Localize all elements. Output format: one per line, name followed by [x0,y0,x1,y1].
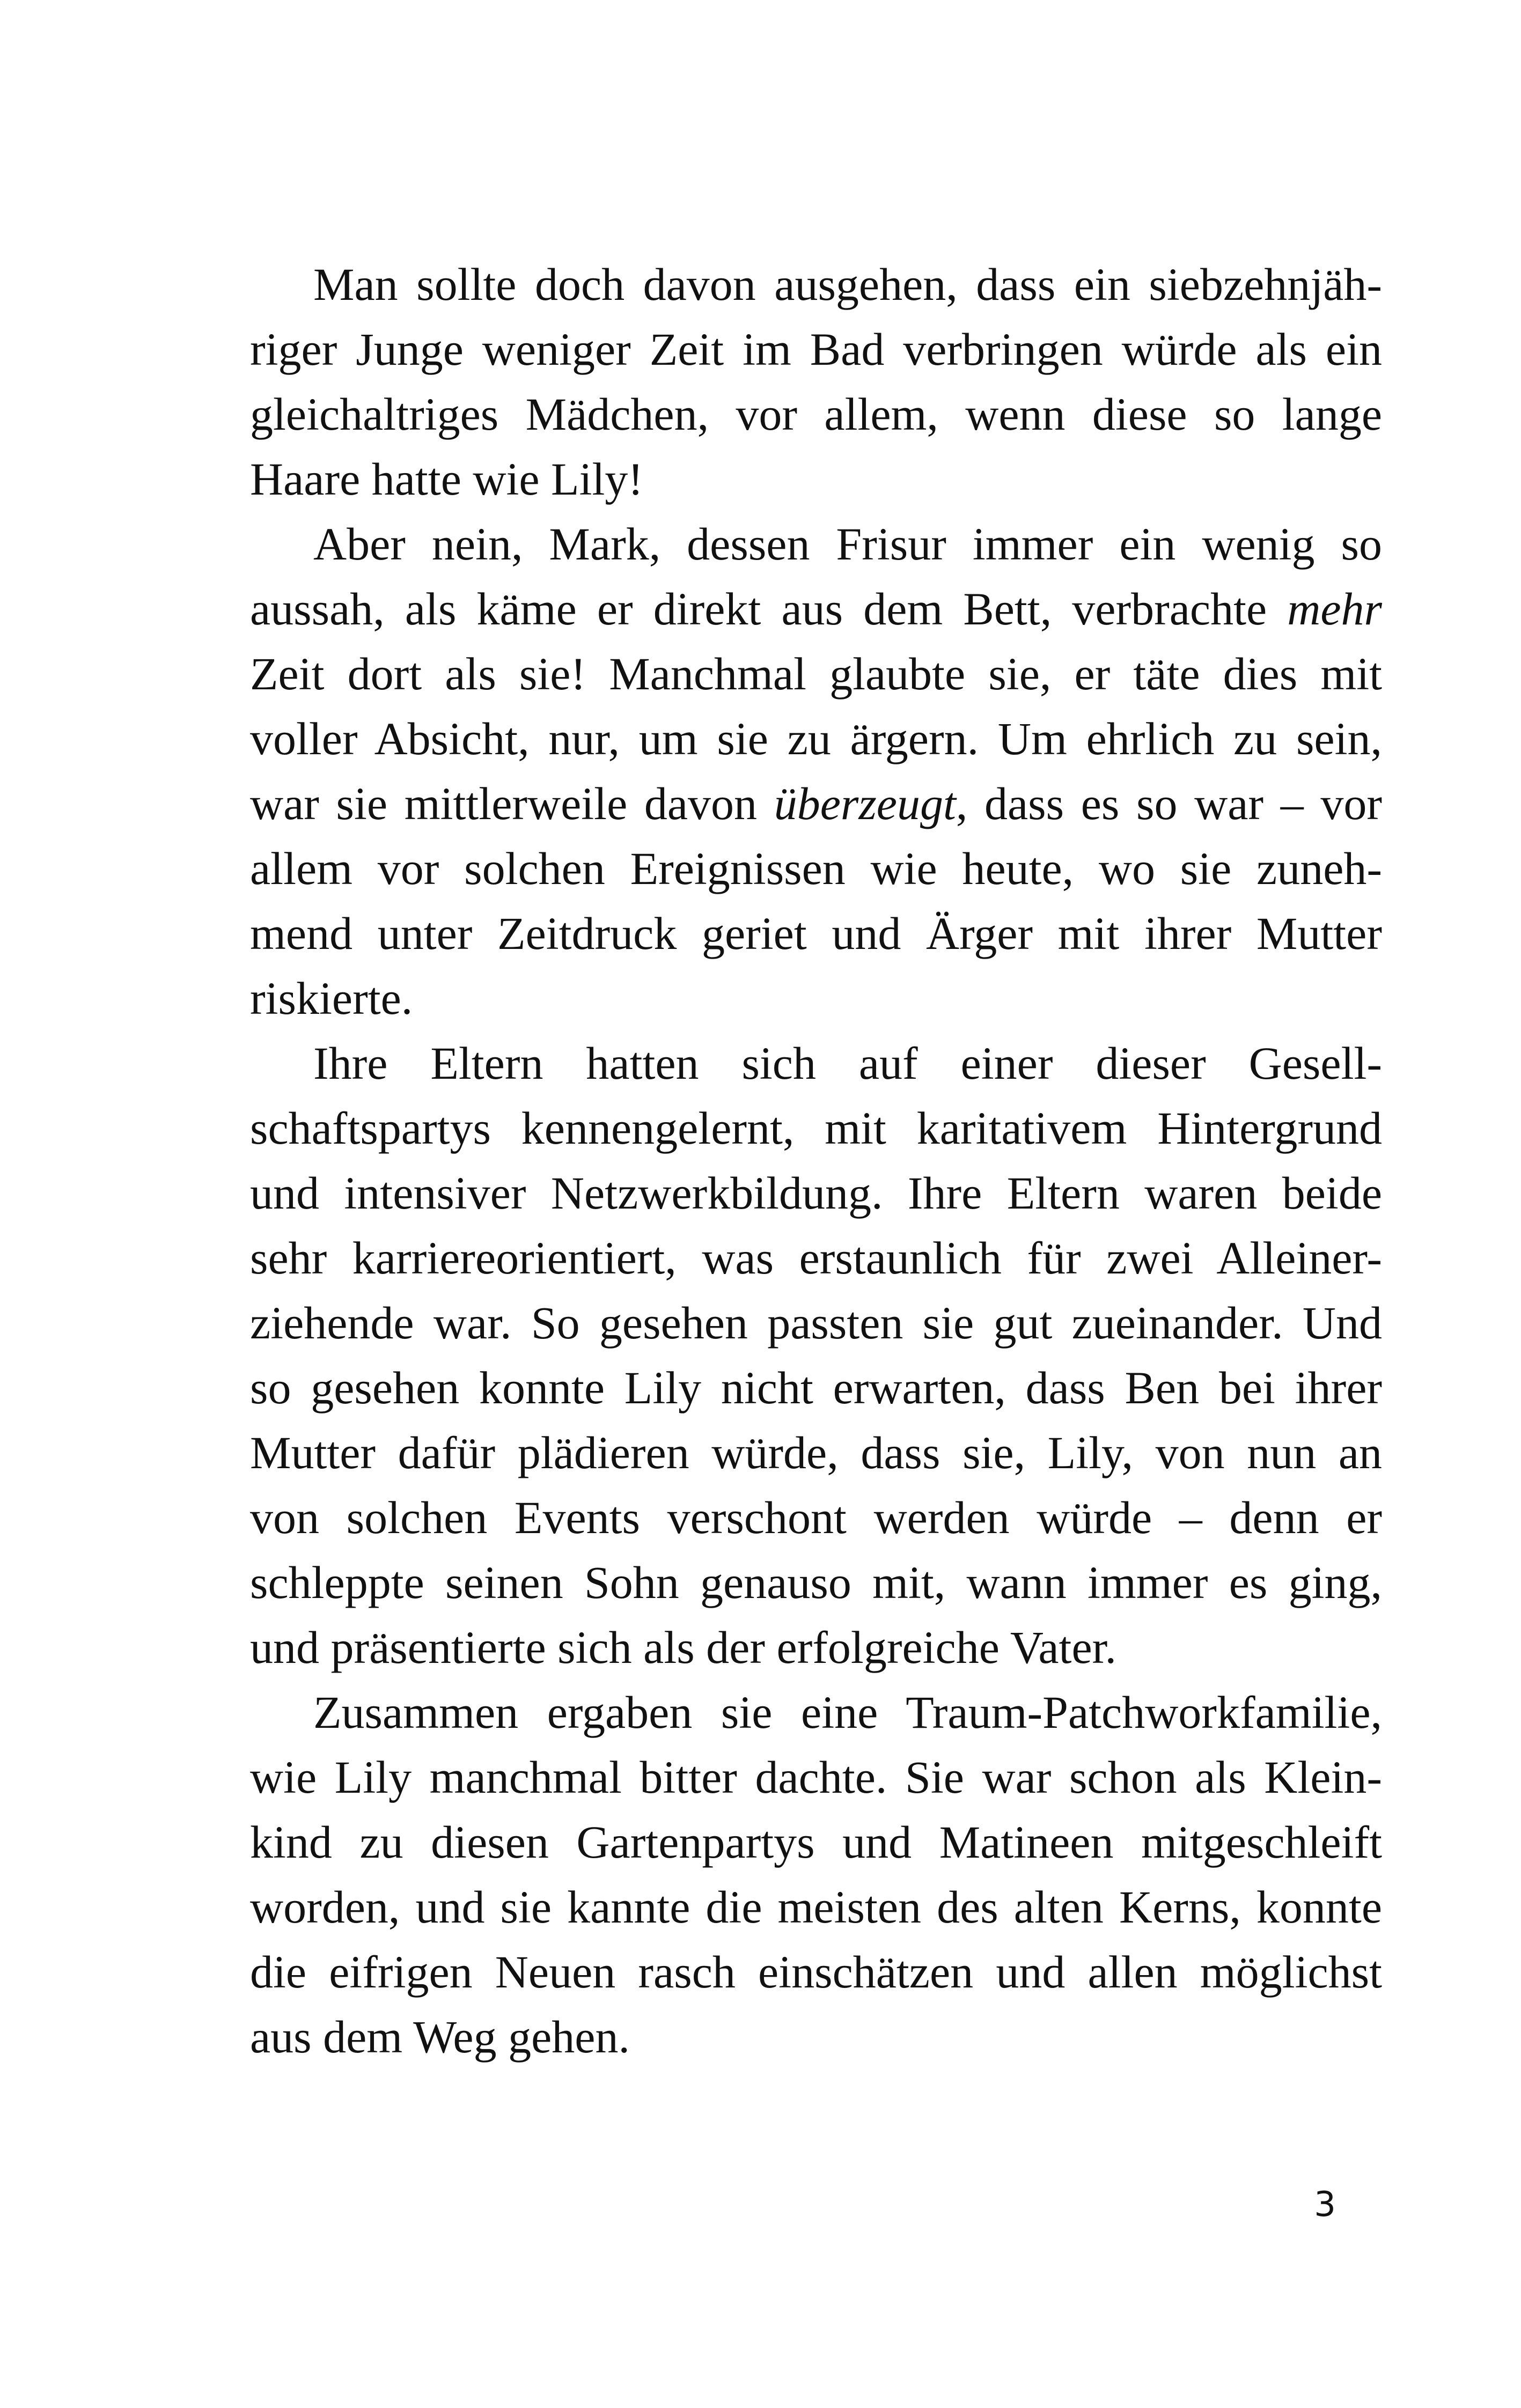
paragraph-4 [250,1680,1382,2070]
text-line: Aber nein, Mark, dessen Frisur immer ein wenig so [313,518,1382,570]
emphasized-word: mehr [1287,583,1383,635]
text-line: kind zu diesen Gartenpartys und Matineen mitgeschleift [250,1816,1382,1868]
text-line: aus dem Weg gehen. [250,2011,630,2063]
text-line: gleichaltriges Mädchen, vor allem, wenn diese so lange [250,388,1382,440]
text-line: Ihre Eltern hatten sich auf einer dieser Gesell- [313,1037,1382,1089]
text-line: Zusammen ergaben sie eine Traum-Patchworkfamilie, [313,1687,1382,1738]
text-line: die eifrigen Neuen rasch einschätzen und allen möglichst [250,1946,1382,1998]
paragraph-1 [250,252,1382,512]
text-line: von solchen Events verschont werden würde – denn er [250,1492,1382,1543]
text-line: schaftspartys kennengelernt, mit karitativem Hintergrund [250,1102,1382,1154]
text-line: wie Lily manchmal bitter dachte. Sie war schon als Klein- [250,1751,1382,1803]
text-line: Zeit dort als sie! Manchmal glaubte sie, er täte dies mit [250,648,1382,699]
paragraph-2 [250,512,1382,1031]
text-line: und präsentierte sich als der erfolgreiche Vater. [250,1622,1117,1673]
text-line: riskierte. [250,973,413,1024]
text-segment: war sie mittlerweile davon [250,778,758,829]
text-line: sehr karriereorientiert, was erstaunlich für zwei Alleiner- [250,1232,1382,1284]
text-line: ziehende war. So gesehen passten sie gut zueinander. Und [250,1297,1382,1349]
text-line: voller Absicht, nur, um sie zu ärgern. Um ehrlich zu sein, [250,713,1382,764]
text-line: schleppte seinen Sohn genauso mit, wann immer es ging, [250,1557,1382,1608]
body-text [250,252,1382,2070]
text-segment: aussah, als käme er direkt aus dem Bett, verbrachte [250,583,1267,635]
text-line: mend unter Zeitdruck geriet und Ärger mit ihrer Mutter [250,908,1382,959]
emphasized-word: überzeugt [774,778,956,829]
page-number: 3 [1314,2185,1336,2225]
paragraph-3 [250,1031,1382,1680]
text-line: worden, und sie kannte die meisten des alten Kerns, konnte [250,1881,1382,1933]
text-line: Haare hatte wie Lily! [250,453,644,505]
text-line [250,771,1382,836]
text-line: Man sollte doch davon ausgehen, dass ein siebzehnjäh- [313,259,1382,310]
text-segment: , dass es so war – vor [956,778,1382,829]
text-line: riger Junge weniger Zeit im Bad verbringen würde als ein [250,323,1382,375]
text-line [250,577,1382,642]
text-line: allem vor solchen Ereignissen wie heute, wo sie zuneh- [250,843,1382,894]
text-line: Mutter dafür plädieren würde, dass sie, Lily, von nun an [250,1427,1382,1478]
text-line: so gesehen konnte Lily nicht erwarten, dass Ben bei ihrer [250,1362,1382,1413]
text-line: und intensiver Netzwerkbildung. Ihre Eltern waren beide [250,1167,1382,1219]
